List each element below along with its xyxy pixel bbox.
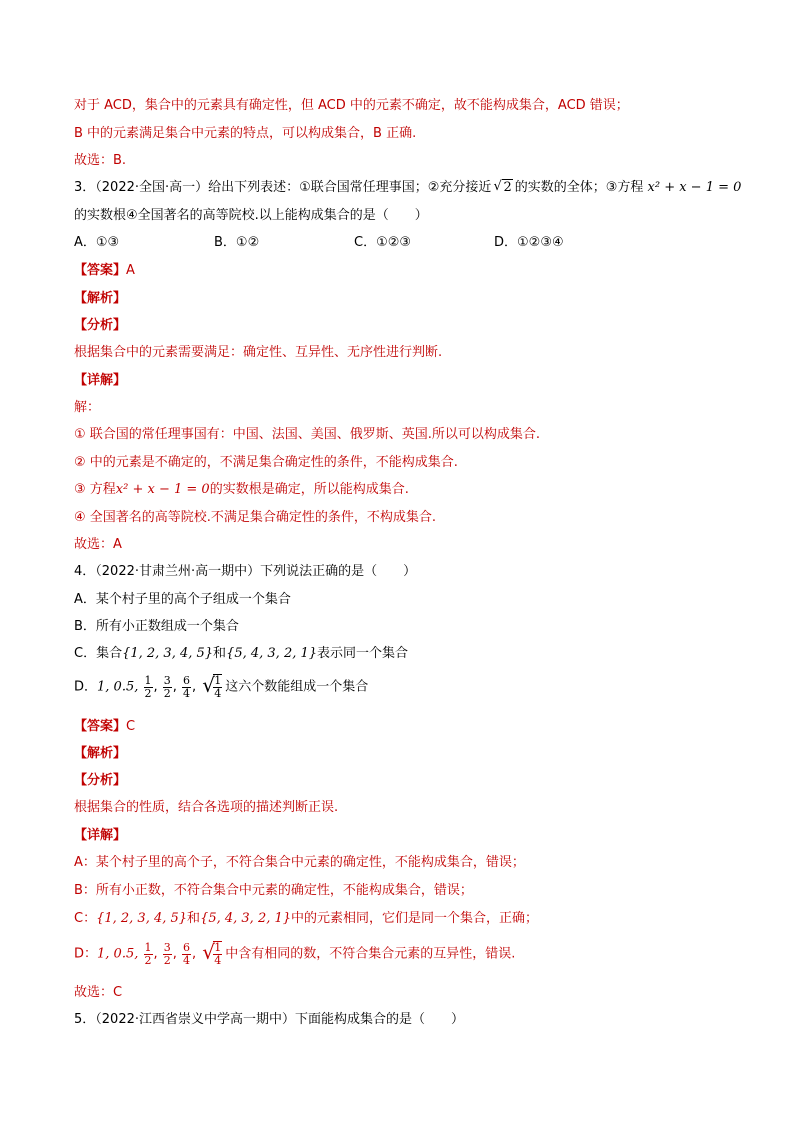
q3-detail-1: ① 联合国的常任理事国有：中国、法国、美国、俄罗斯、英国.所以可以构成集合. bbox=[74, 427, 541, 442]
q3-stem-line-2: 的实数根④全国著名的高等院校.以上能构成集合的是（ ） bbox=[74, 208, 428, 223]
q4-fenxi: 根据集合的性质，结合各选项的描述判断正误. bbox=[74, 800, 339, 815]
q3-fenxi-tag: 【分析】 bbox=[74, 318, 127, 333]
q3-answer-tag: 【答案】 bbox=[74, 263, 127, 278]
q3-sqrt: √ 2 bbox=[493, 179, 512, 197]
q3-jie: 解： bbox=[74, 400, 101, 415]
q3-option-a: A．①③ bbox=[74, 235, 120, 250]
q4-answer-line bbox=[74, 718, 135, 736]
q3-xiangjie-tag: 【详解】 bbox=[74, 373, 127, 388]
q4-fenxi-tag: 【分析】 bbox=[74, 773, 127, 788]
q4-option-d: D．1, 0.5, $\frac{1}{2}$ , $\frac{3}{2}$ , $\frac{6}{4}$ , √ $\frac{1}{4}$ 这六个数能组成一个集合 bbox=[74, 674, 368, 700]
q4-detail-d: D：1, 0.5, $\frac{1}{2}$ , $\frac{3}{2}$ , $\frac{6}{4}$ , √ $\frac{1}{4}$ 中含有相同的数，不符合集合元素的互异性，错误. bbox=[74, 941, 515, 967]
q5-stem: 5．（2022·江西省崇义中学高一期中）下面能构成集合的是（ ） bbox=[74, 1012, 464, 1027]
q3-answer-line bbox=[74, 262, 135, 280]
q4-answer-tag: 【答案】 bbox=[74, 719, 127, 734]
q4-detail-b: B：所有小正数，不符合集合中元素的确定性，不能构成集合，错误； bbox=[74, 883, 473, 898]
q3-detail-3: ③ 方程x² + x − 1 = 0的实数根是确定，所以能构成集合. bbox=[74, 482, 409, 497]
q4-stem: 4．（2022·甘肃兰州·高一期中）下列说法正确的是（ ） bbox=[74, 564, 417, 579]
q4-answer: C bbox=[126, 719, 136, 734]
prev-line-1: 对于 ACD，集合中的元素具有确定性，但 ACD 中的元素不确定，故不能构成集合，ACD 错误； bbox=[74, 98, 629, 113]
q4-choice: 故选：C bbox=[74, 985, 123, 1000]
q3-stem-line-1 bbox=[74, 179, 741, 197]
q3-detail-equation: x² + x − 1 = 0 bbox=[115, 482, 210, 497]
q4-detail-set-1: {1, 2, 3, 4, 5} bbox=[96, 911, 188, 926]
q4-frac-3: $\frac{6}{4}$ bbox=[183, 673, 191, 700]
q3-prefix: 3．（2022·全国·高一）给出下列表述：①联合国常任理事国；②充分接近 bbox=[74, 180, 492, 195]
q3-options bbox=[74, 234, 564, 252]
prev-choice: 故选：B. bbox=[74, 153, 127, 168]
q4-nums: 1, 0.5, bbox=[97, 679, 139, 695]
q4-detail-frac-2: $\frac{3}{2}$ bbox=[163, 940, 171, 967]
q4-frac-2: $\frac{3}{2}$ bbox=[163, 673, 171, 700]
q3-fenxi: 根据集合中的元素需要满足：确定性、互异性、无序性进行判断. bbox=[74, 345, 443, 360]
q4-option-c: C．集合{1, 2, 3, 4, 5}和{5, 4, 3, 2, 1}表示同一个集合 bbox=[74, 646, 409, 661]
q4-option-b: B．所有小正数组成一个集合 bbox=[74, 619, 239, 634]
q4-set-1: {1, 2, 3, 4, 5} bbox=[122, 646, 214, 661]
q4-analysis-tag: 【解析】 bbox=[74, 746, 127, 761]
q4-detail-frac-1: $\frac{1}{2}$ bbox=[144, 940, 152, 967]
q4-detail-frac-3: $\frac{6}{4}$ bbox=[183, 940, 191, 967]
q3-analysis-tag: 【解析】 bbox=[74, 291, 127, 306]
q3-equation: x² + x − 1 = 0 bbox=[647, 180, 742, 195]
q3-detail-4: ④ 全国著名的高等院校.不满足集合确定性的条件，不构成集合. bbox=[74, 510, 437, 525]
q4-xiangjie-tag: 【详解】 bbox=[74, 828, 127, 843]
prev-line-2: B 中的元素满足集合中元素的特点，可以构成集合，B 正确. bbox=[74, 126, 417, 141]
q3-option-b: B．①② bbox=[214, 235, 260, 250]
q3-option-d: D．①②③④ bbox=[494, 235, 564, 250]
q3-option-c: C．①②③ bbox=[354, 235, 412, 250]
q4-detail-a: A：某个村子里的高个子，不符合集合中元素的确定性，不能构成集合，错误； bbox=[74, 855, 525, 870]
q4-detail-c: C：{1, 2, 3, 4, 5}和{5, 4, 3, 2, 1}中的元素相同，它们是同一个集合，正确； bbox=[74, 911, 539, 926]
q4-detail-set-2: {5, 4, 3, 2, 1} bbox=[200, 911, 292, 926]
q4-detail-sqrt-frac: √ $\frac{1}{4}$ bbox=[202, 941, 223, 967]
q3-choice: 故选：A bbox=[74, 537, 122, 552]
q3-answer: A bbox=[126, 263, 135, 278]
q4-option-a: A．某个村子里的高个子组成一个集合 bbox=[74, 592, 291, 607]
q4-set-2: {5, 4, 3, 2, 1} bbox=[226, 646, 318, 661]
q3-detail-2: ② 中的元素是不确定的，不满足集合确定性的条件，不能构成集合. bbox=[74, 455, 458, 470]
q4-frac-1: $\frac{1}{2}$ bbox=[144, 673, 152, 700]
q3-mid: 的实数的全体；③方程 bbox=[514, 180, 644, 195]
q4-sqrt-frac: √ $\frac{1}{4}$ bbox=[202, 674, 223, 700]
